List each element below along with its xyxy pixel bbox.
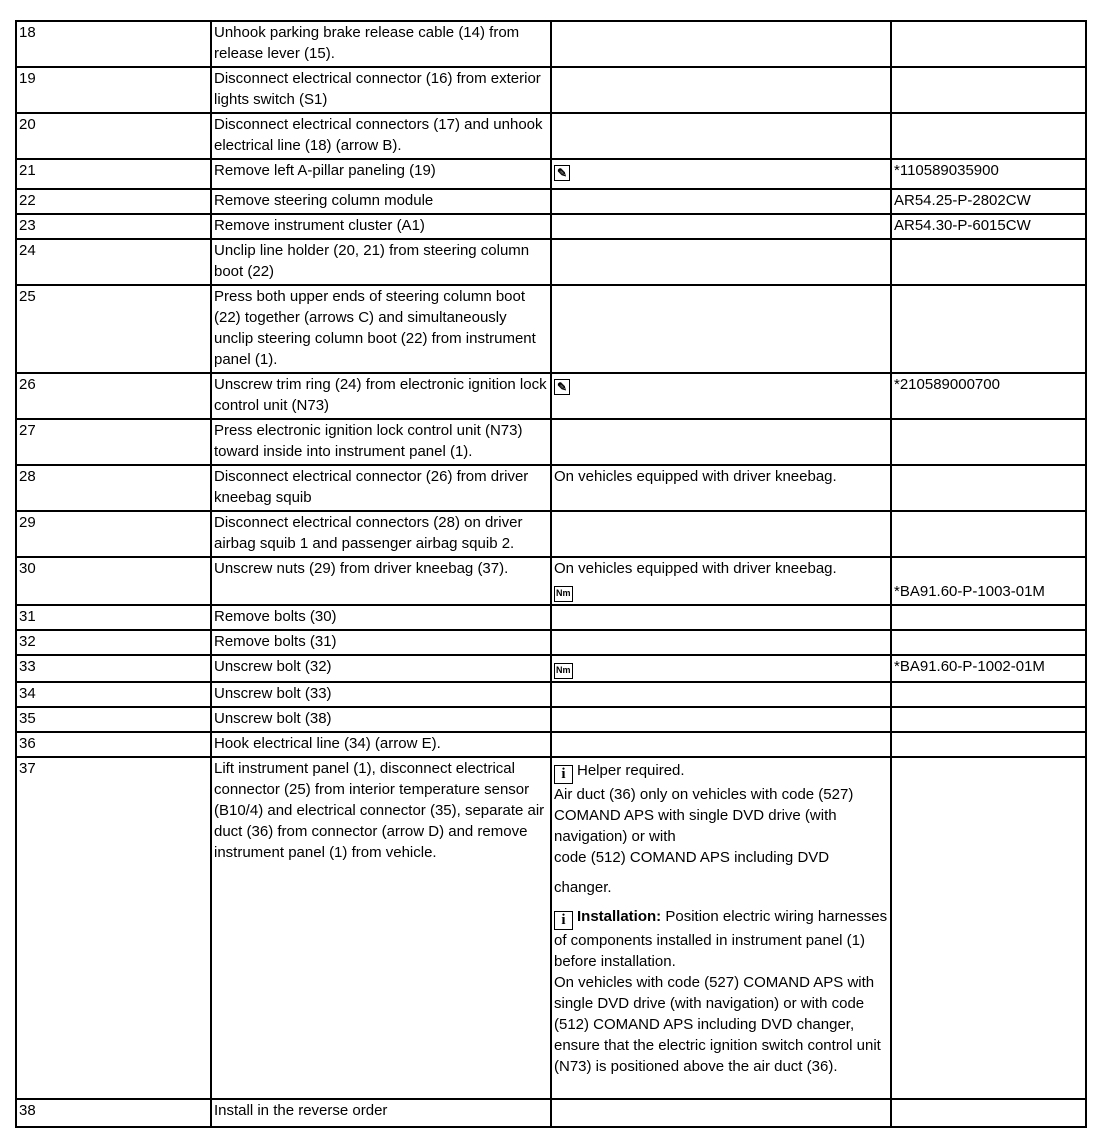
torque-spec-icon: Nm — [554, 663, 573, 679]
step-action: Lift instrument panel (1), disconnect electrical connector (25) from interior temperature sensor (B10/4) and electrical connector (35), separate air duct (36) from connector (arrow D) and remove instrument panel (1) from vehicle. — [211, 757, 551, 1099]
step-number: 33 — [16, 655, 211, 682]
step-action: Remove left A-pillar paneling (19) — [211, 159, 551, 189]
table-row — [16, 707, 1086, 732]
helper-note — [554, 758, 888, 784]
installation-label: Installation: — [577, 908, 662, 925]
step-reference: AR54.25-P-2802CW — [891, 189, 1086, 214]
step-note — [551, 1099, 891, 1127]
step-number: 22 — [16, 189, 211, 214]
step-reference — [891, 1099, 1086, 1127]
step-number: 37 — [16, 757, 211, 1099]
step-action: Unscrew bolt (38) — [211, 707, 551, 732]
air-duct-note: Air duct (36) only on vehicles with code (527) COMAND APS with single DVD drive (with navigation) or with — [554, 786, 854, 845]
step-action: Unscrew nuts (29) from driver kneebag (37). — [211, 557, 551, 605]
table-row — [16, 159, 1086, 189]
step-action: Disconnect electrical connectors (17) and unhook electrical line (18) (arrow B). — [211, 113, 551, 159]
step-reference-text: *BA91.60-P-1003-01M — [894, 583, 1045, 600]
table-row — [16, 682, 1086, 707]
step-note — [551, 159, 891, 189]
step-action: Remove steering column module — [211, 189, 551, 214]
step-action: Disconnect electrical connectors (28) on driver airbag squib 1 and passenger airbag squib 2. — [211, 511, 551, 557]
step-reference — [891, 707, 1086, 732]
helper-note-text: Helper required. — [577, 762, 685, 779]
table-row — [16, 511, 1086, 557]
table-row — [16, 21, 1086, 67]
step-note-text: On vehicles equipped with driver kneebag. — [554, 560, 837, 577]
torque-spec-icon: Nm — [554, 586, 573, 602]
step-number: 29 — [16, 511, 211, 557]
air-duct-note-2: code (512) COMAND APS including DVD — [554, 849, 830, 866]
step-note — [551, 21, 891, 67]
step-note — [551, 732, 891, 757]
step-reference — [891, 239, 1086, 285]
step-reference — [891, 67, 1086, 113]
step-reference — [891, 465, 1086, 511]
step-number: 32 — [16, 630, 211, 655]
step-number: 21 — [16, 159, 211, 189]
step-number: 38 — [16, 1099, 211, 1127]
step-note: On vehicles equipped with driver kneebag. — [551, 465, 891, 511]
table-row — [16, 732, 1086, 757]
step-action: Unscrew bolt (33) — [211, 682, 551, 707]
step-number: 36 — [16, 732, 211, 757]
step-action: Install in the reverse order — [211, 1099, 551, 1127]
step-action: Unscrew trim ring (24) from electronic ignition lock control unit (N73) — [211, 373, 551, 419]
step-action: Unscrew bolt (32) — [211, 655, 551, 682]
installation-note-2: On vehicles with code (527) COMAND APS with single DVD drive (with navigation) or with code (512) COMAND APS including DVD changer, ensure that the electric ignition switch control unit (N73) is positioned above the air duct (36). — [554, 974, 881, 1075]
step-reference — [891, 682, 1086, 707]
installation-note-text: Position electric wiring harnesses of components installed in instrument panel (1) before installation. — [554, 908, 888, 970]
step-reference — [891, 630, 1086, 655]
info-icon: i — [554, 765, 573, 784]
step-action: Press both upper ends of steering column boot (22) together (arrows C) and simultaneously unclip steering column boot (22) from instrument panel (1). — [211, 285, 551, 373]
step-note — [551, 557, 891, 605]
step-number: 28 — [16, 465, 211, 511]
step-action: Disconnect electrical connector (16) from exterior lights switch (S1) — [211, 67, 551, 113]
table-row — [16, 285, 1086, 373]
step-note — [551, 707, 891, 732]
step-action: Unhook parking brake release cable (14) from release lever (15). — [211, 21, 551, 67]
step-note — [551, 682, 891, 707]
step-action: Press electronic ignition lock control unit (N73) toward inside into instrument panel (1). — [211, 419, 551, 465]
step-note — [551, 419, 891, 465]
step-action: Remove instrument cluster (A1) — [211, 214, 551, 239]
step-reference — [891, 511, 1086, 557]
air-duct-note-3: changer. — [554, 879, 612, 896]
step-note — [551, 239, 891, 285]
step-number: 31 — [16, 605, 211, 630]
table-row — [16, 67, 1086, 113]
step-reference — [891, 757, 1086, 1099]
step-number: 18 — [16, 21, 211, 67]
step-action: Unclip line holder (20, 21) from steering column boot (22) — [211, 239, 551, 285]
step-reference: AR54.30-P-6015CW — [891, 214, 1086, 239]
step-note — [551, 285, 891, 373]
special-tool-icon: ✎ — [554, 379, 570, 395]
step-note — [551, 757, 891, 1099]
table-row — [16, 605, 1086, 630]
step-note — [551, 214, 891, 239]
step-reference — [891, 21, 1086, 67]
table-row — [16, 419, 1086, 465]
step-note — [551, 655, 891, 682]
step-number: 25 — [16, 285, 211, 373]
step-action: Hook electrical line (34) (arrow E). — [211, 732, 551, 757]
step-note — [551, 373, 891, 419]
step-number: 19 — [16, 67, 211, 113]
table-row — [16, 239, 1086, 285]
installation-note — [554, 906, 888, 972]
step-number: 34 — [16, 682, 211, 707]
step-number: 23 — [16, 214, 211, 239]
table-row — [16, 630, 1086, 655]
step-number: 20 — [16, 113, 211, 159]
spacer — [554, 898, 888, 906]
step-reference — [891, 113, 1086, 159]
table-row — [16, 465, 1086, 511]
step-action: Remove bolts (30) — [211, 605, 551, 630]
step-note — [551, 67, 891, 113]
step-reference — [891, 605, 1086, 630]
table-row — [16, 113, 1086, 159]
step-reference — [891, 557, 1086, 605]
table-row — [16, 757, 1086, 1099]
step-reference — [891, 419, 1086, 465]
procedure-table-container — [15, 20, 1085, 1128]
step-note — [551, 511, 891, 557]
step-note — [551, 605, 891, 630]
step-number: 27 — [16, 419, 211, 465]
step-reference — [891, 285, 1086, 373]
step-reference: *BA91.60-P-1002-01M — [891, 655, 1086, 682]
step-number: 35 — [16, 707, 211, 732]
table-row — [16, 214, 1086, 239]
step-number: 24 — [16, 239, 211, 285]
step-reference — [891, 732, 1086, 757]
step-note — [551, 630, 891, 655]
step-number: 26 — [16, 373, 211, 419]
table-row — [16, 1099, 1086, 1127]
special-tool-icon: ✎ — [554, 165, 570, 181]
step-number: 30 — [16, 557, 211, 605]
step-reference: *210589000700 — [891, 373, 1086, 419]
step-note — [551, 189, 891, 214]
step-action: Remove bolts (31) — [211, 630, 551, 655]
table-row — [16, 189, 1086, 214]
table-row — [16, 655, 1086, 682]
step-action: Disconnect electrical connector (26) from driver kneebag squib — [211, 465, 551, 511]
procedure-table — [15, 20, 1087, 1128]
step-reference: *110589035900 — [891, 159, 1086, 189]
step-note — [551, 113, 891, 159]
table-row — [16, 373, 1086, 419]
table-row — [16, 557, 1086, 605]
info-icon: i — [554, 911, 573, 930]
